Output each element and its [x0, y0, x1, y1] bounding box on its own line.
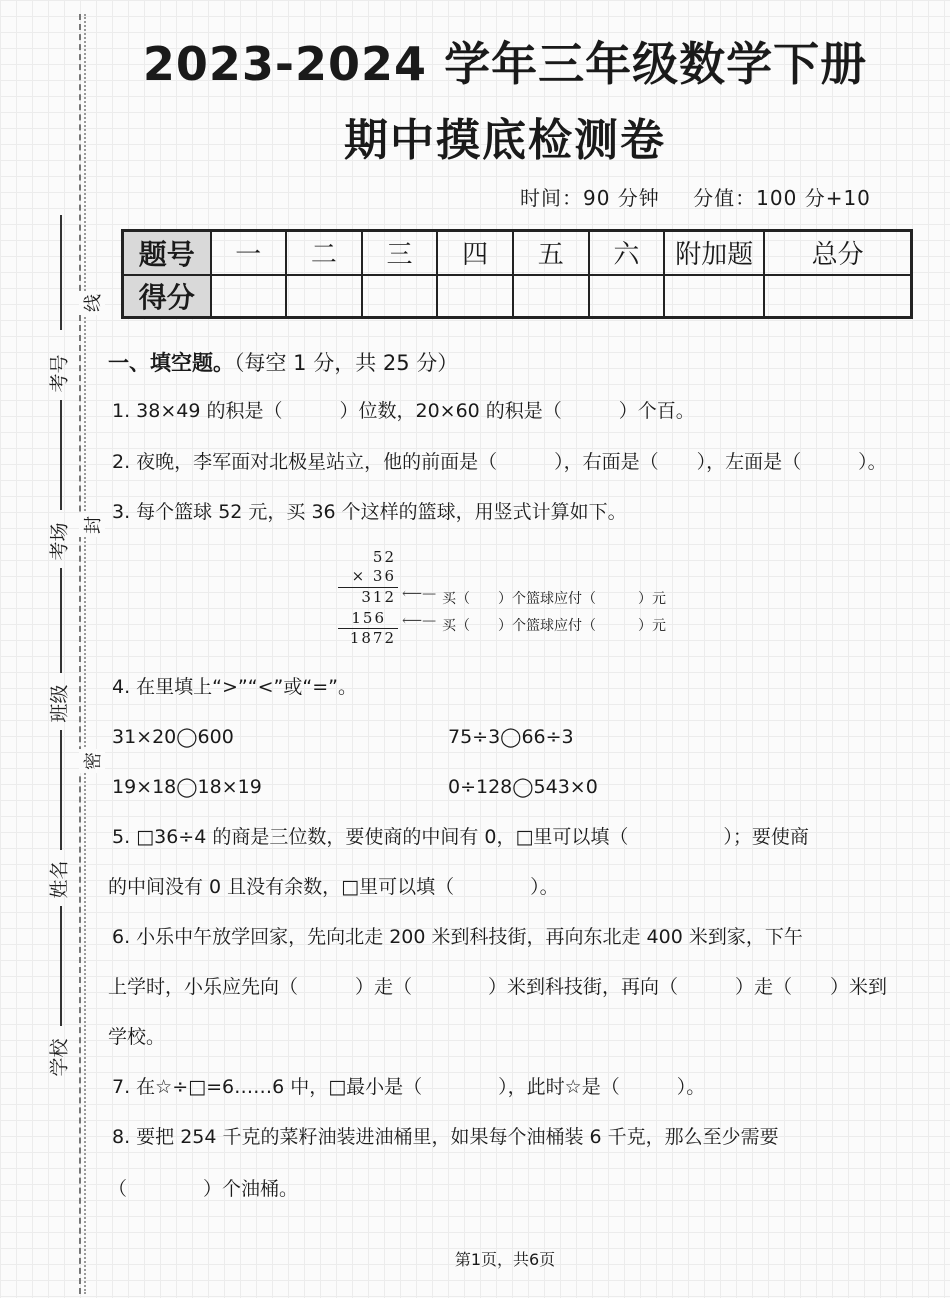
cut-mark-seal: 封 — [79, 513, 105, 537]
question-5-line-1: 5. □36÷4 的商是三位数，要使商的中间有 0，□里可以填（ ）；要使商 — [112, 826, 809, 848]
score-cell[interactable] — [437, 275, 513, 318]
score-cell[interactable] — [513, 275, 589, 318]
score-table-score-row — [123, 275, 912, 318]
score-table — [121, 229, 913, 319]
question-2: 2. 夜晚，李军面对北极星站立，他的前面是（ ），右面是（ ），左面是（ ）。 — [112, 451, 887, 473]
margin-label-exam-number: 考号 — [48, 354, 71, 393]
score-table-col: 六 — [589, 231, 665, 275]
calc-multiplicand: 52 — [372, 548, 396, 566]
score-cell[interactable] — [664, 275, 764, 318]
question-7: 7. 在☆÷□=6……6 中，□最小是（ ），此时☆是（ ）。 — [112, 1076, 706, 1098]
vertical-calculation — [336, 546, 716, 650]
section-heading — [108, 347, 458, 377]
question-3: 3. 每个篮球 52 元，买 36 个这样的篮球，用竖式计算如下。 — [112, 501, 627, 523]
calc-partial-2: 156 — [351, 609, 386, 627]
score-table-col: 附加题 — [664, 231, 764, 275]
cut-mark-secret: 密 — [79, 749, 105, 773]
page-footer: 第1页，共6页 — [454, 1250, 556, 1269]
question-8-line-1: 8. 要把 254 千克的菜籽油装进油桶里，如果每个油桶装 6 千克，那么至少需要 — [112, 1126, 779, 1148]
margin-label-class: 班级 — [48, 684, 71, 723]
section-title: 一、填空题。 — [108, 351, 234, 375]
exam-meta — [520, 182, 897, 211]
page-subtitle: 期中摸底检测卷 — [344, 115, 666, 166]
score-cell[interactable] — [764, 275, 911, 318]
score-cell[interactable] — [211, 275, 287, 318]
score-table-col: 四 — [437, 231, 513, 275]
calc-product: 1872 — [349, 629, 396, 647]
margin-label-school: 学校 — [48, 1038, 71, 1077]
cut-mark-line: 线 — [79, 291, 105, 315]
score-table-header-row — [123, 231, 912, 275]
margin-label-name: 姓名 — [48, 860, 71, 899]
question-8-line-2: （ ）个油桶。 — [108, 1178, 299, 1200]
score-table-col: 一 — [211, 231, 287, 275]
compare-item: 31×20◯600 — [112, 726, 234, 748]
binding-dashed-line — [79, 14, 81, 1294]
score-cell[interactable] — [362, 275, 438, 318]
question-5-line-2: 的中间没有 0 且没有余数，□里可以填（ ）。 — [108, 876, 559, 898]
section-note: （每空 1 分，共 25 分） — [234, 351, 459, 375]
score-table-row-label: 题号 — [123, 231, 211, 275]
exam-score: 分值：100 分+10 — [693, 186, 871, 210]
score-table-col: 二 — [286, 231, 362, 275]
calc-multiplier: × 36 — [351, 567, 396, 585]
score-cell[interactable] — [286, 275, 362, 318]
blank-line-exam-number — [60, 215, 62, 330]
score-cell[interactable] — [589, 275, 665, 318]
score-table-col: 三 — [362, 231, 438, 275]
question-6-line-3: 学校。 — [108, 1026, 166, 1048]
calc-partial-1: 312 — [361, 588, 396, 606]
binding-dotted-line — [84, 14, 86, 1294]
compare-item: 75÷3◯66÷3 — [448, 726, 574, 748]
calc-note-2: 买（ ）个篮球应付（ ）元 — [442, 618, 666, 634]
page-title: 2023-2024 学年三年级数学下册 — [142, 37, 868, 91]
question-6-line-1: 6. 小乐中午放学回家，先向北走 200 米到科技街，再向东北走 400 米到家，下午 — [112, 926, 803, 948]
blank-line-exam-room — [60, 400, 62, 510]
margin-label-exam-room: 考场 — [48, 522, 71, 561]
question-1: 1. 38×49 的积是（ ）位数，20×60 的积是（ ）个百。 — [112, 400, 695, 422]
score-table-col: 总分 — [764, 231, 911, 275]
blank-line-name — [60, 730, 62, 850]
blank-line-class — [60, 568, 62, 673]
compare-item: 19×18◯18×19 — [112, 776, 262, 798]
score-table-row-label: 得分 — [123, 275, 211, 318]
score-table-col: 五 — [513, 231, 589, 275]
arrow-left-icon: ⟵— — [402, 586, 437, 602]
question-6-line-2: 上学时，小乐应先向（ ）走（ ）米到科技街，再向（ ）走（ ）米到 — [108, 976, 888, 998]
compare-item: 0÷128◯543×0 — [448, 776, 598, 798]
calc-note-1: 买（ ）个篮球应付（ ）元 — [442, 591, 666, 607]
exam-time: 时间：90 分钟 — [520, 186, 660, 210]
question-4: 4. 在里填上“>”“<”或“=”。 — [112, 676, 357, 698]
arrow-left-icon: ⟵— — [402, 613, 437, 629]
blank-line-school — [60, 906, 62, 1026]
